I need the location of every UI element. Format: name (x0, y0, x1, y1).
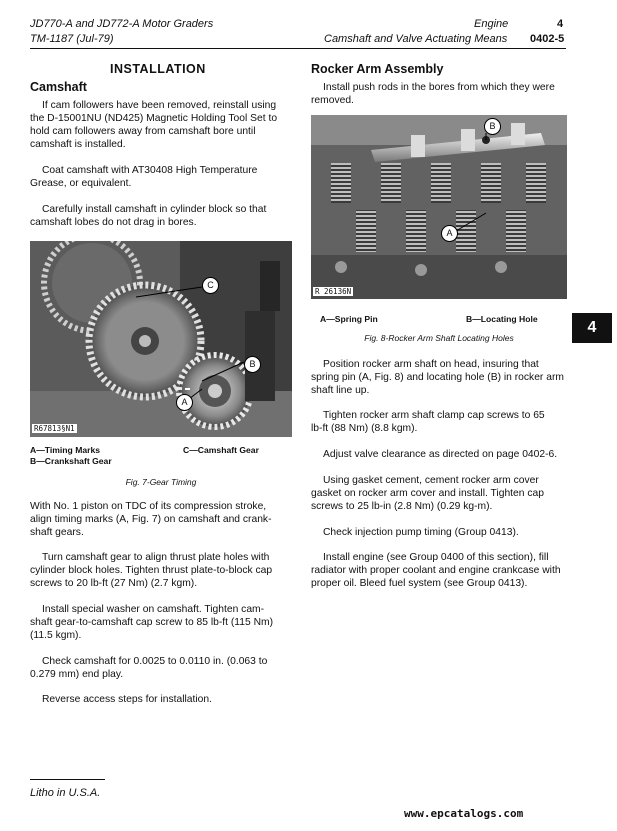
paragraph-coat-camshaft (30, 164, 292, 190)
text-line: align timing marks (A, Fig. 7) on camshaft and crank- (30, 514, 272, 525)
rocker-arm-callouts (311, 115, 567, 299)
text-line: radiator with proper coolant and engine crankcase with (311, 565, 561, 576)
text-line: 0.279 mm) end play. (30, 669, 124, 680)
section-tab: 4 (572, 313, 612, 343)
paragraph-push-rods (311, 81, 567, 107)
text-line: screws to 20 lb-ft (27 Nm) (2.7 kgm). (30, 578, 198, 589)
text-line: camshaft is installed. (30, 139, 126, 150)
page-number: 0402-5 (530, 33, 565, 45)
paragraph-special-washer (30, 603, 292, 642)
photo-id: R 26136N (315, 287, 352, 296)
text-line: Reverse access steps for installation. (42, 694, 212, 705)
text-line: Turn camshaft gear to align thrust plate holes with (42, 552, 270, 563)
callout-b: B (244, 356, 261, 373)
legend-timing-marks: A—Timing Marks (30, 445, 101, 455)
legend-crankshaft-gear: B—Crankshaft Gear (30, 456, 112, 466)
text-line: Install special washer on camshaft. Tighten cam- (42, 604, 265, 615)
text-line: camshaft lobes do not drag in bores. (30, 217, 197, 228)
section-title: INSTALLATION (110, 62, 206, 76)
litho-note: Litho in U.S.A. (30, 787, 101, 799)
text-line: Position rocker arm shaft on head, insuring that (323, 359, 539, 370)
header-group-number: 4 (557, 18, 564, 30)
callout-b: B (484, 118, 501, 135)
paragraph-valve-clearance (311, 448, 567, 461)
gear-timing-photo (30, 241, 292, 437)
paragraph-injection-pump (311, 526, 567, 539)
text-line: shaft gear-to-camshaft cap screw to 85 lb-ft (115 Nm) (30, 617, 274, 628)
text-line: Using gasket cement, cement rocker arm cover (323, 475, 539, 486)
text-line: Check camshaft for 0.0025 to 0.0110 in. (0.063 to (42, 656, 268, 667)
text-line: With No. 1 piston on TDC of its compression stroke, (30, 501, 267, 512)
paragraph-align-timing (30, 500, 292, 539)
paragraph-tighten-clamp (311, 409, 567, 435)
paragraph-reverse-steps (30, 693, 292, 706)
manual-title: JD770-A and JD772-A Motor Graders (30, 18, 214, 30)
text-line: Carefully install camshaft in cylinder block so that (42, 204, 267, 215)
header-topic: Camshaft and Valve Actuating Means (324, 33, 508, 45)
paragraph-install-engine (311, 551, 567, 590)
figure-7-caption: Fig. 7-Gear Timing (125, 477, 197, 487)
text-line: Coat camshaft with AT30408 High Temperature (42, 165, 258, 176)
legend-spring-pin: A—Spring Pin (320, 314, 378, 324)
callout-a: A (441, 225, 458, 242)
figure-8-caption: Fig. 8-Rocker Arm Shaft Locating Holes (364, 333, 514, 343)
text-line: If cam followers have been removed, reinstall using (42, 100, 277, 111)
paragraph-position-shaft (311, 358, 567, 397)
header-section: Engine (474, 18, 509, 30)
text-line: hold cam followers away from camshaft bore until (30, 126, 256, 137)
text-line: proper oil. Bleed fuel system (see Group 0413). (311, 578, 528, 589)
subheading-rocker-arm: Rocker Arm Assembly (311, 62, 444, 76)
subheading-camshaft: Camshaft (30, 80, 87, 94)
paragraph-install-camshaft (30, 203, 292, 229)
callout-c: C (202, 277, 219, 294)
text-line: removed. (311, 95, 354, 106)
text-line: shaft gears. (30, 527, 84, 538)
photo-id: R67813§N1 (34, 424, 75, 433)
legend-camshaft-gear: C—Camshaft Gear (183, 445, 259, 455)
callout-a: A (176, 394, 193, 411)
header-rule (30, 48, 566, 49)
text-line: lb-ft (88 Nm) (8.8 kgm). (311, 423, 418, 434)
text-line: Tighten rocker arm shaft clamp cap screws to 65 (323, 410, 545, 421)
catalog-url[interactable]: www.epcatalogs.com (404, 807, 524, 820)
text-line: spring pin (A, Fig. 8) and locating hole (B) in rocker arm (311, 372, 564, 383)
paragraph-cam-followers (30, 99, 292, 151)
text-line: gasket on rocker arm cover and install. Tighten cap (311, 488, 544, 499)
text-line: cylinder block holes. Tighten thrust plate-to-block cap (30, 565, 273, 576)
legend-locating-hole: B—Locating Hole (466, 314, 538, 324)
paragraph-thrust-plate (30, 551, 292, 590)
footer-rule (30, 779, 105, 780)
text-line: Adjust valve clearance as directed on page 0402-6. (323, 449, 558, 460)
text-line: the D-15001NU (ND425) Magnetic Holding Tool Set to (30, 113, 278, 124)
text-line: Install engine (see Group 0400 of this section), fill (323, 552, 549, 563)
text-line: screws to 25 lb-in (2.8 Nm) (0.29 kg-m). (311, 501, 493, 512)
rocker-arm-photo (311, 115, 567, 299)
text-line: (11.5 kgm). (30, 630, 82, 641)
text-line: Check injection pump timing (Group 0413). (323, 527, 519, 538)
text-line: shaft line up. (311, 385, 370, 396)
text-line: Install push rods in the bores from which they were (323, 82, 555, 93)
manual-number: TM-1187 (Jul-79) (30, 33, 114, 45)
gear-timing-callouts (30, 241, 292, 437)
paragraph-end-play (30, 655, 292, 681)
text-line: Grease, or equivalent. (30, 178, 132, 189)
paragraph-gasket-cement (311, 474, 567, 513)
